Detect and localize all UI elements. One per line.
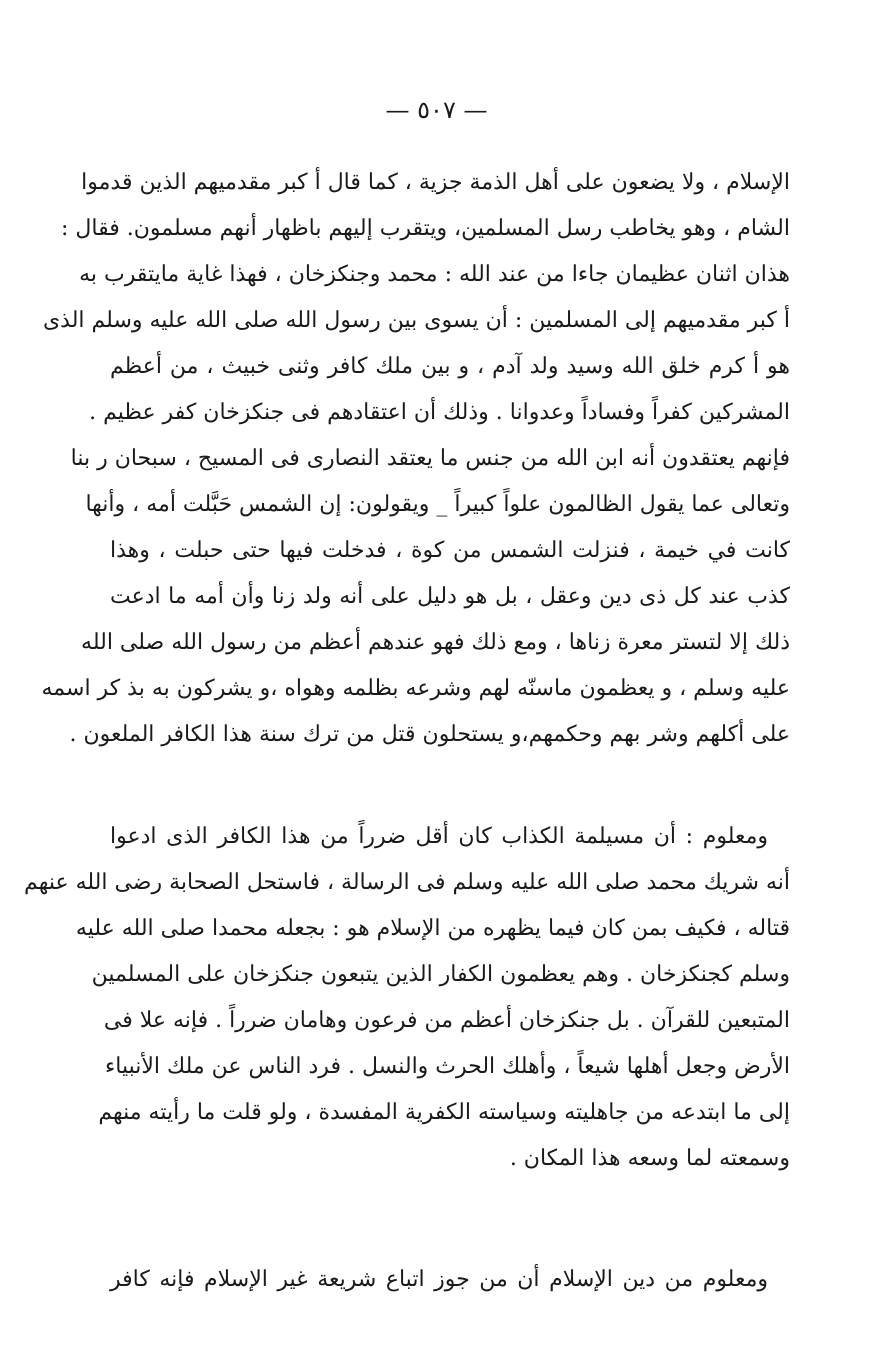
paragraph-2 [24, 814, 790, 1182]
paragraph-1 [41, 160, 790, 758]
text-line: وسمعته لما وسعه هذا المكان . [509, 1146, 790, 1171]
text-line: الإسلام ، ولا يضعون على أهل الذمة جزية ، كما قال أ كبر مقدميهم الذين قدموا [81, 170, 790, 195]
text-line: كذب عند كل ذى دين وعقل ، بل هو دليل على أنه ولد زنا وأن أمه ما ادعت [110, 584, 790, 609]
text-line: ومعلوم : أن مسيلمة الكذاب كان أقل ضرراً من هذا الكافر الذى ادعوا [110, 824, 768, 849]
text-line: وسلم كجنكزخان . وهم يعظمون الكفار الذين يتبعون جنكزخان على المسلمين [91, 962, 790, 987]
text-line: أنه شريك محمد صلى الله عليه وسلم فى الرسالة ، فاستحل الصحابة رضى الله عنهم [24, 870, 790, 895]
text-line: قتاله ، فكيف بمن كان فيما يظهره من الإسلام هو : بجعله محمدا صلى الله عليه [75, 916, 790, 941]
text-line: هو أ كرم خلق الله وسيد ولد آدم ، و بين ملك كافر وثنى خبيث ، من أعظم [110, 354, 790, 379]
text-line: الأرض وجعل أهلها شيعاً ، وأهلك الحرث والنسل . فرد الناس عن ملك الأنبياء [104, 1054, 790, 1079]
text-line: المشركين كفراً وفساداً وعدوانا . وذلك أن اعتقادهم فى جنكزخان كفر عظيم . [89, 400, 790, 425]
page-number: — ٥٠٧ — [385, 96, 488, 124]
text-line: الشام ، وهو يخاطب رسل المسلمين، ويتقرب إليهم باظهار أنهم مسلمون. فقال : [61, 216, 790, 241]
text-line: فإنهم يعتقدون أنه ابن الله من جنس ما يعتقد النصارى فى المسيح ، سبحان ر بنا [70, 446, 790, 471]
text-line: إلى ما ابتدعه من جاهليته وسياسته الكفرية المفسدة ، ولو قلت ما رأيته منهم [98, 1100, 790, 1125]
text-line: ومعلوم من دين الإسلام أن من جوز اتباع شريعة غير الإسلام فإنه كافر [110, 1267, 768, 1292]
text-line: ذلك إلا لتستر معرة زناها ، ومع ذلك فهو عندهم أعظم من رسول الله صلى الله [81, 630, 790, 655]
text-line: المتبعين للقرآن . بل جنكزخان أعظم من فرعون وهامان ضرراً . فإنه علا فى [103, 1008, 790, 1033]
paragraph-3 [110, 1257, 790, 1303]
text-line: وتعالى عما يقول الظالمون علواً كبيراً _ ويقولون: إن الشمس حَبَّلت أمه ، وأنها [85, 492, 790, 517]
text-line: أ كبر مقدميهم إلى المسلمين : أن يسوى بين رسول الله صلى الله عليه وسلم الذى [42, 308, 790, 333]
text-line: هذان اثنان عظيمان جاءا من عند الله : محمد وجنكزخان ، فهذا غاية مايتقرب به [79, 262, 790, 287]
text-line: على أكلهم وشر بهم وحكمهم،و يستحلون قتل من ترك سنة هذا الكافر الملعون . [69, 722, 790, 747]
text-line: عليه وسلم ، و يعظمون ماسنّه لهم وشرعه بظلمه وهواه ،و يشركون به بذ كر اسمه [41, 676, 790, 701]
text-line: كانت في خيمة ، فنزلت الشمس من كوة ، فدخلت فيها حتى حبلت ، وهذا [110, 538, 790, 563]
